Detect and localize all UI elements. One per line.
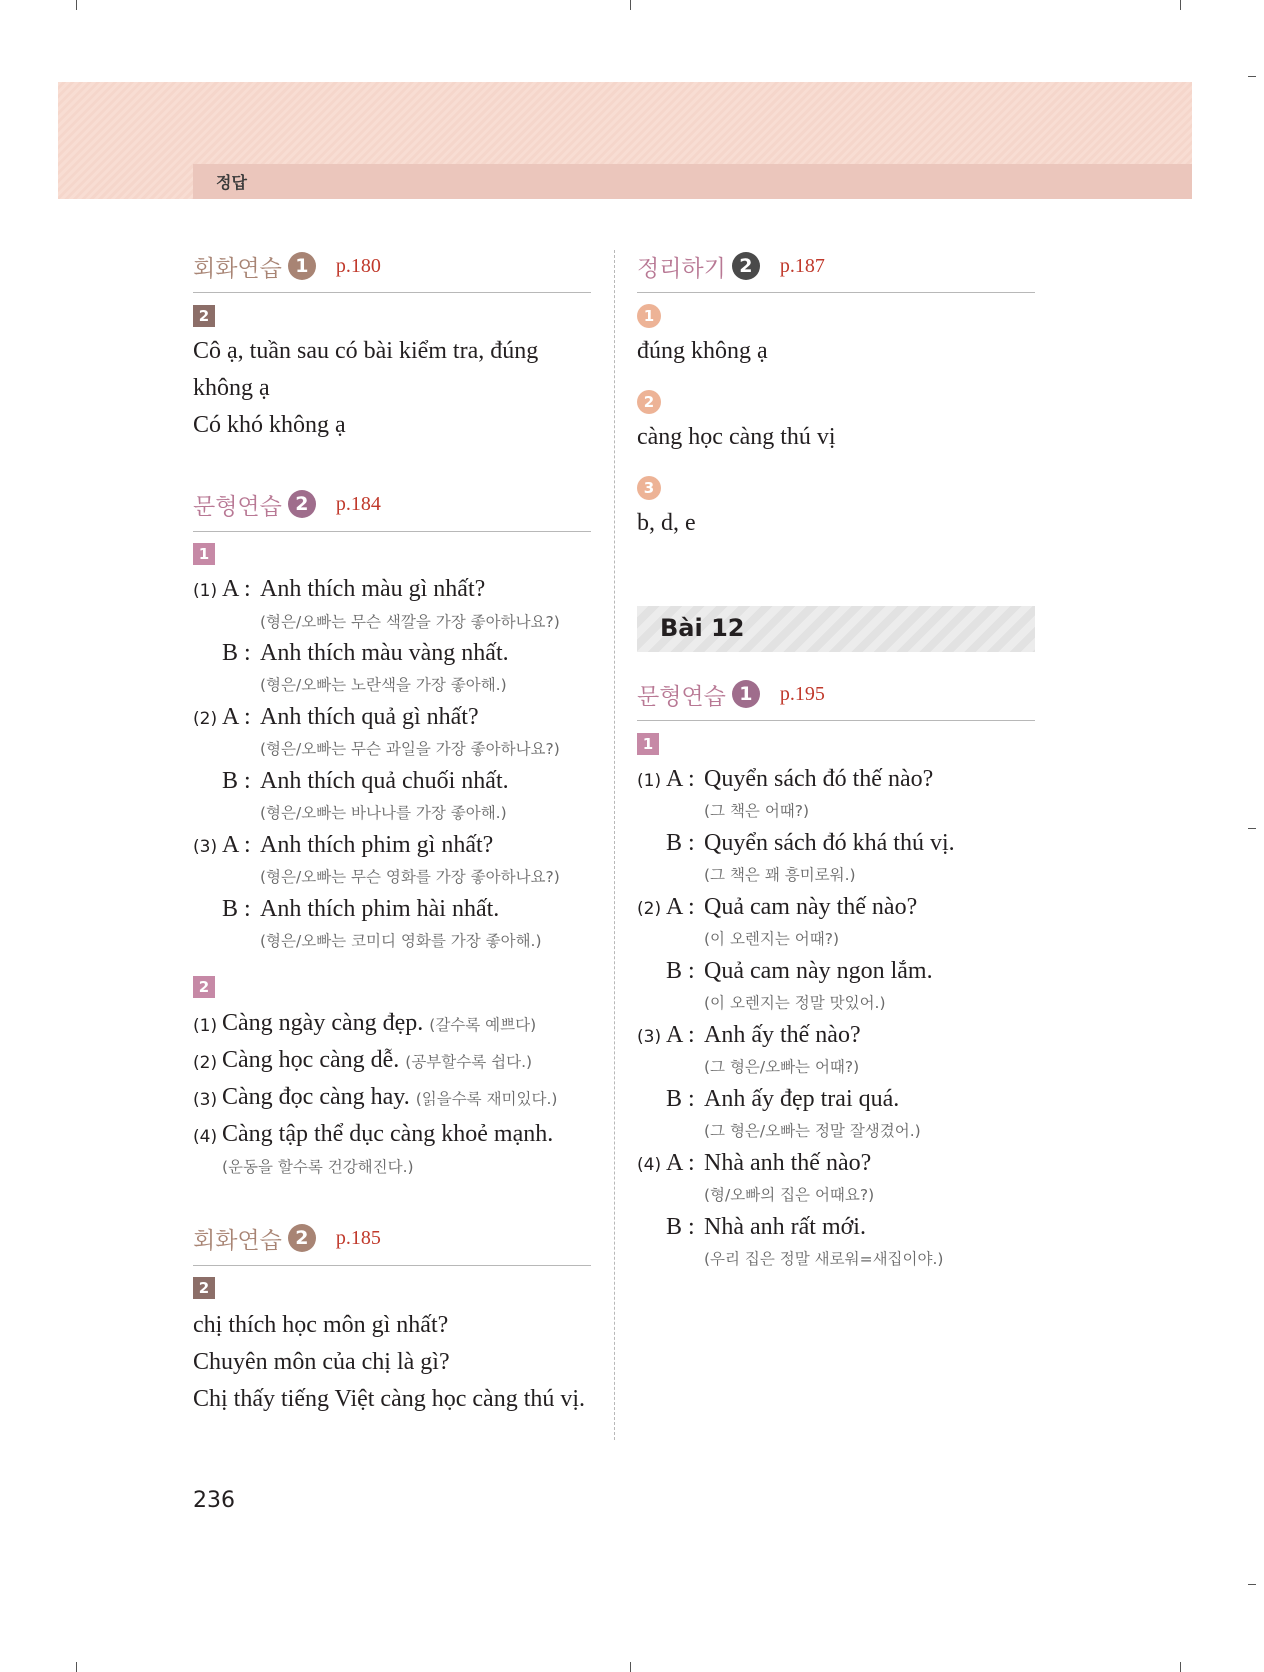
item-number: (4) — [193, 1127, 218, 1147]
section-heading — [637, 676, 825, 712]
answer-line: Anh ấy thế nào? — [704, 1022, 861, 1048]
section-rule — [193, 292, 591, 293]
section-title: 문형연습 — [637, 683, 726, 710]
korean-translation: (형은/오빠는 무슨 영화를 가장 좋아하나요?) — [260, 868, 560, 886]
item-number: (3) — [193, 837, 218, 857]
crop-mark — [630, 0, 631, 10]
crop-mark — [1248, 1584, 1256, 1585]
answer-line: Cô ạ, tuần sau có bài kiểm tra, đúng — [193, 338, 539, 364]
answer-line: Anh thích quả gì nhất? — [260, 704, 479, 730]
korean-translation: (이 오렌지는 어때?) — [704, 930, 839, 948]
header-label: 정답 — [216, 173, 247, 192]
answer-line: Chị thấy tiếng Việt càng học càng thú vị. — [193, 1386, 586, 1412]
korean-translation: (형은/오빠는 바나나를 가장 좋아해.) — [260, 804, 507, 822]
exercise-badge: 2 — [193, 305, 215, 327]
section-heading — [193, 1220, 381, 1256]
crop-mark — [630, 1662, 631, 1672]
crop-mark — [1248, 828, 1256, 829]
page-number: 236 — [193, 1488, 235, 1513]
answer-line: Anh thích quả chuối nhất. — [260, 768, 509, 794]
answer-line: Quyển sách đó thế nào? — [704, 766, 934, 792]
answer-line: Có khó không ạ — [193, 412, 346, 438]
section-number: 1 — [732, 680, 760, 708]
korean-translation: (읽을수록 재미있다.) — [415, 1090, 558, 1108]
answer-line: Nhà anh thế nào? — [704, 1150, 872, 1176]
korean-translation: (그 책은 꽤 흥미로워.) — [704, 866, 856, 884]
section-heading — [193, 486, 381, 522]
korean-translation: (운동을 할수록 건강해진다.) — [222, 1158, 414, 1176]
section-heading — [193, 248, 381, 284]
korean-translation: (우리 집은 정말 새로워=새집이야.) — [704, 1250, 944, 1268]
item-number: (2) — [193, 709, 218, 729]
section-rule — [193, 531, 591, 532]
speaker-label: B : — [666, 1214, 695, 1240]
exercise-badge: 2 — [193, 1277, 215, 1299]
answer-line: chị thích học môn gì nhất? — [193, 1312, 449, 1338]
answer-line: Anh ấy đẹp trai quá. — [704, 1086, 900, 1112]
answer-line: b, d, e — [637, 510, 696, 536]
section-title: 정리하기 — [637, 255, 726, 282]
page-reference: p.195 — [779, 682, 825, 705]
section-heading — [637, 248, 825, 284]
item-number: (3) — [637, 1027, 662, 1047]
speaker-label: B : — [666, 958, 695, 984]
item-number: (2) — [637, 899, 662, 919]
section-rule — [637, 720, 1035, 721]
korean-translation: (형은/오빠는 무슨 색깔을 가장 좋아하나요?) — [260, 613, 560, 631]
answer-line: Quả cam này thế nào? — [704, 894, 918, 920]
answer-line: Anh thích phim gì nhất? — [260, 832, 494, 858]
answer-line: đúng không ạ — [637, 338, 768, 364]
speaker-label: A : — [222, 576, 251, 602]
exercise-number-badge: 2 — [637, 390, 661, 414]
speaker-label: B : — [222, 896, 251, 922]
exercise-number-badge: 1 — [637, 304, 661, 328]
section-title: 문형연습 — [193, 493, 282, 520]
korean-translation: (형은/오빠는 무슨 과일을 가장 좋아하나요?) — [260, 740, 560, 758]
crop-mark — [1248, 76, 1256, 77]
crop-mark — [1180, 1662, 1181, 1672]
speaker-label: A : — [666, 1022, 695, 1048]
page-reference: p.184 — [335, 492, 381, 515]
speaker-label: A : — [222, 704, 251, 730]
page-reference: p.185 — [335, 1226, 381, 1249]
korean-translation: (형/오빠의 집은 어때요?) — [704, 1186, 875, 1204]
section-number: 2 — [288, 1224, 316, 1252]
column-divider — [614, 250, 615, 1440]
answer-line: Nhà anh rất mới. — [704, 1214, 866, 1240]
speaker-label: B : — [222, 640, 251, 666]
crop-mark — [76, 0, 77, 10]
korean-translation: (갈수록 예쁘다) — [429, 1016, 537, 1034]
section-title: 회화연습 — [193, 1227, 282, 1254]
korean-translation: (그 책은 어때?) — [704, 802, 810, 820]
speaker-label: A : — [666, 1150, 695, 1176]
crop-mark — [76, 1662, 77, 1672]
item-number: (3) — [193, 1090, 218, 1110]
exercise-number-badge: 3 — [637, 476, 661, 500]
item-number: (1) — [637, 771, 662, 791]
answer-line: Càng đọc càng hay. (읽을수록 재미있다.) — [222, 1084, 558, 1110]
korean-translation: (형은/오빠는 노란색을 가장 좋아해.) — [260, 676, 507, 694]
korean-translation: (형은/오빠는 코미디 영화를 가장 좋아해.) — [260, 932, 542, 950]
answer-line: Anh thích phim hài nhất. — [260, 896, 500, 922]
answer-line: Quyển sách đó khá thú vị. — [704, 830, 955, 856]
speaker-label: B : — [666, 830, 695, 856]
header-bar — [193, 164, 1192, 199]
speaker-label: B : — [222, 768, 251, 794]
answer-line: không ạ — [193, 375, 270, 401]
section-rule — [193, 1265, 591, 1266]
answer-line: Anh thích màu vàng nhất. — [260, 640, 509, 666]
answer-line: Quả cam này ngon lắm. — [704, 958, 933, 984]
lesson-title: Bài 12 — [660, 614, 745, 642]
item-number: (2) — [193, 1053, 218, 1073]
item-number: (1) — [193, 581, 218, 601]
speaker-label: B : — [666, 1086, 695, 1112]
speaker-label: A : — [666, 766, 695, 792]
korean-translation: (그 형은/오빠는 정말 잘생겼어.) — [704, 1122, 921, 1140]
section-number: 1 — [288, 252, 316, 280]
korean-translation: (그 형은/오빠는 어때?) — [704, 1058, 860, 1076]
speaker-label: A : — [666, 894, 695, 920]
crop-mark — [1180, 0, 1181, 10]
page-reference: p.180 — [335, 254, 381, 277]
item-number: (4) — [637, 1155, 662, 1175]
section-number: 2 — [732, 252, 760, 280]
answer-line: Anh thích màu gì nhất? — [260, 576, 486, 602]
section-title: 회화연습 — [193, 255, 282, 282]
exercise-badge: 2 — [193, 976, 215, 998]
korean-translation: (이 오렌지는 정말 맛있어.) — [704, 994, 886, 1012]
answer-line: Càng ngày càng đẹp. (갈수록 예쁘다) — [222, 1010, 537, 1036]
exercise-badge: 1 — [193, 543, 215, 565]
exercise-badge: 1 — [637, 733, 659, 755]
answer-line: Càng học càng dễ. (공부할수록 쉽다.) — [222, 1047, 533, 1073]
answer-line: Chuyên môn của chị là gì? — [193, 1349, 450, 1375]
page-reference: p.187 — [779, 254, 825, 277]
speaker-label: A : — [222, 832, 251, 858]
korean-translation: (공부할수록 쉽다.) — [405, 1053, 533, 1071]
answer-line: Càng tập thể dục càng khoẻ mạnh. — [222, 1121, 554, 1147]
item-number: (1) — [193, 1016, 218, 1036]
section-rule — [637, 292, 1035, 293]
answer-line: càng học càng thú vị — [637, 424, 836, 450]
section-number: 2 — [288, 490, 316, 518]
